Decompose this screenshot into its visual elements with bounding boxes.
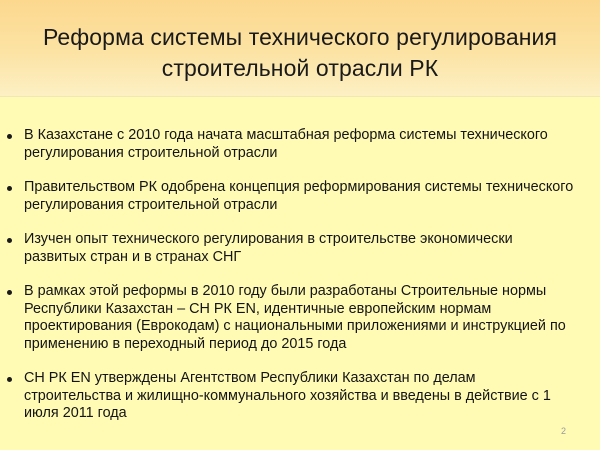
slide-page-number: 2 [560,426,566,436]
bullet-dot-icon [7,290,12,295]
bullet-dot-icon [7,134,12,139]
bullet-text: Изучен опыт технического регулирования в строительстве экономически развитых стран и в странах СНГ [24,231,513,265]
bullet-dot-icon [7,238,12,243]
bullet-item [0,231,600,266]
bullet-text: СН РК EN утверждены Агентством Республики Казахстан по делам строительства и жилищно-коммунального хозяйства и введены в действие с 1 июля 2011 года [24,370,551,421]
bullet-item [0,370,600,423]
bullet-text: Правительством РК одобрена концепция реформирования системы технического регулирования строительной отрасли [24,179,574,213]
bullet-item [0,127,600,162]
bullet-item [0,179,600,214]
bullet-list [0,127,600,440]
slide-title-line-1: Реформа системы технического регулирования [42,24,558,50]
bullet-dot-icon [7,377,12,382]
bullet-text: В Казахстане с 2010 года начата масштабная реформа системы технического регулирования строительной отрасли [24,127,548,161]
slide-title [0,22,600,84]
bullet-text: В рамках этой реформы в 2010 году были разработаны Строительные нормы Республики Казахстан – СН РК EN, идентичные европейским нормам проектирования (Еврокодам) с национальными приложениями и инструкцией по применению в переходный период до 2015 года [24,283,566,352]
bullet-item [0,283,600,353]
bullet-dot-icon [7,186,12,191]
slide-title-line-2: строительной отрасли РК [161,55,439,81]
